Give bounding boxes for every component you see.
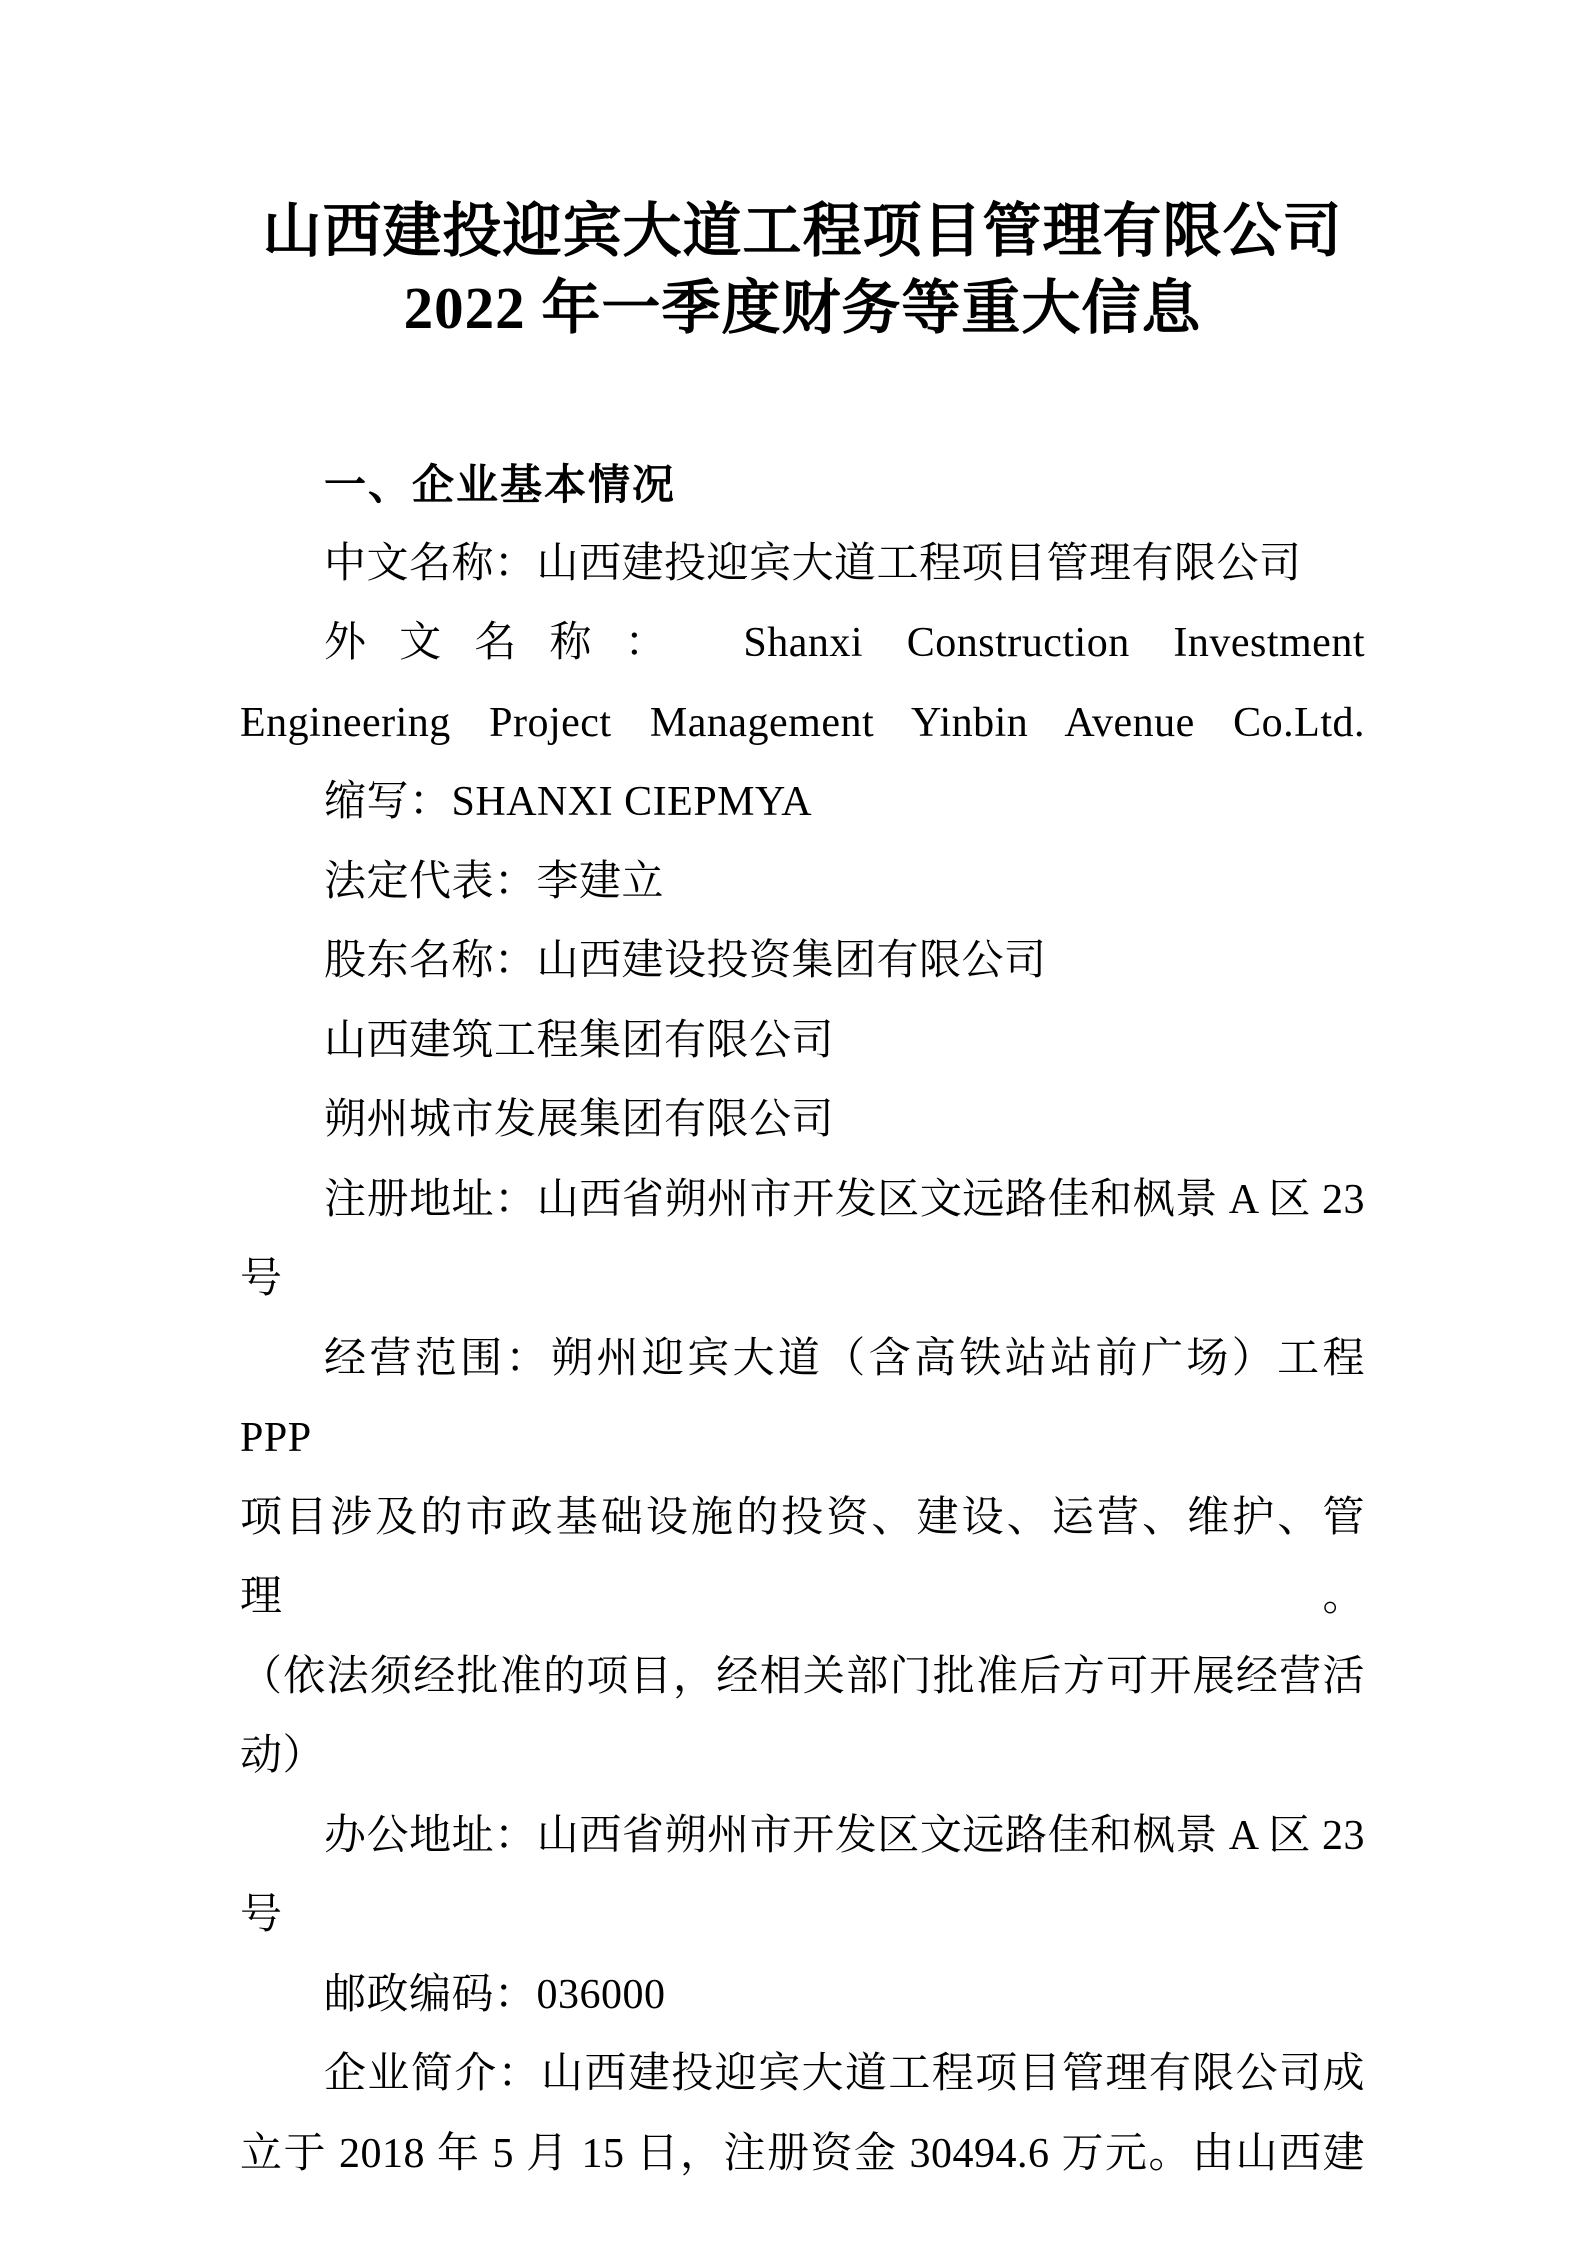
registered-address-line-1: 注册地址：山西省朔州市开发区文远路佳和枫景 A 区 23: [324, 1176, 1365, 1223]
foreign-name-line-2: Engineering Project Management Yinbin Avenue Co.Ltd.: [240, 699, 1365, 746]
section-heading: 一、企业基本情况: [324, 461, 677, 508]
title-line-1: 山西建投迎宾大道工程项目管理有限公司: [262, 198, 1343, 264]
abbreviation-line: 缩写：SHANXI CIEPMYA: [324, 779, 813, 825]
chinese-name-line: 中文名称：山西建投迎宾大道工程项目管理有限公司: [324, 540, 1302, 587]
foreign-name-line-1: 外文名称： Shanxi Construction Investment: [324, 620, 1365, 666]
postal-code-line: 邮政编码：036000: [324, 1971, 666, 2018]
shareholder-line-2: 山西建筑工程集团有限公司: [324, 1017, 835, 1064]
company-profile-line-1: 企业简介：山西建投迎宾大道工程项目管理有限公司成: [324, 2051, 1365, 2097]
business-scope-line-1: 经营范围：朔州迎宾大道（含高铁站站前广场）工程 PPP: [240, 1335, 1376, 1461]
business-scope-line-3: （依法须经批准的项目，经相关部门批准后方可开展经营活: [240, 1653, 1365, 1700]
title-line-2: 2022 年一季度财务等重大信息: [403, 275, 1202, 341]
office-address-line-1: 办公地址：山西省朔州市开发区文远路佳和枫景 A 区 23: [324, 1812, 1365, 1859]
shareholder-line-1: 股东名称：山西建设投资集团有限公司: [324, 938, 1047, 984]
document-title: [240, 193, 1365, 347]
shareholder-line-3: 朔州城市发展集团有限公司: [324, 1097, 835, 1143]
business-scope-line-2: 项目涉及的市政基础设施的投资、建设、运营、维护、管理。: [240, 1494, 1365, 1620]
registered-address-line-2: 号: [240, 1256, 283, 1302]
document-content: [240, 0, 1376, 2194]
office-address-line-2: 号: [240, 1892, 283, 1938]
business-scope-line-4: 动）: [240, 1733, 326, 1779]
company-profile-line-2: 立于 2018 年 5 月 15 日，注册资金 30494.6 万元。由山西建: [240, 2130, 1365, 2177]
legal-representative-line: 法定代表：李建立: [324, 858, 665, 905]
